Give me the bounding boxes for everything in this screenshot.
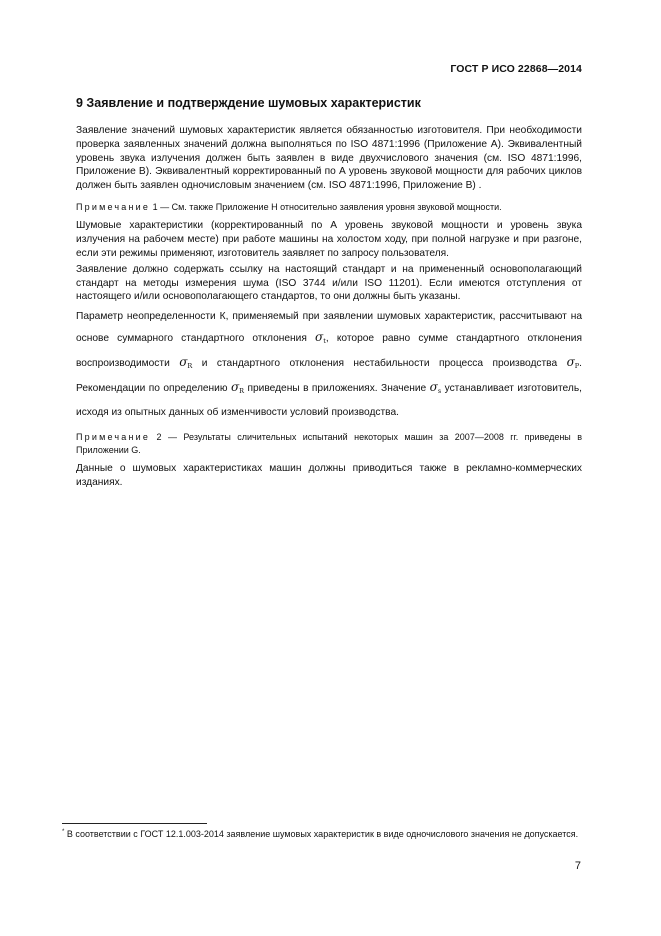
note-1-label: Примечание — [76, 201, 151, 212]
section-title: 9 Заявление и подтверждение шумовых характеристик — [76, 96, 421, 110]
uncertainty-text-b: , которое равно сумме стандартного отклонения воспроизводимости — [76, 333, 582, 370]
footnote-divider — [62, 823, 207, 824]
note-1 — [76, 201, 582, 214]
paragraph-declaration-text: Заявление значений шумовых характеристик является обязанностью изготовителя. При необходимости проверка заявленных значений должна выполняться по ISO 4871:1996 (Приложение А). Эквивалентный уровень звука излучения должен быть заявлен в виде двухчислового значения (см. ISO 4871:1996, Приложение В). Эквивалентный корректированный по А уровень звуковой мощности для рабочих циклов должен быть заявлен одночисловым значением (см. ISO 4871:1996, Приложение В) . — [76, 125, 582, 192]
paragraph-reference: Заявление должно содержать ссылку на настоящий стандарт и на примененный основополагающий стандарт на методы измерения шума (ISO 3744 и/или ISO 11201). Если имеются отступления от настоящего и/или основополагающего стандартов, то они должны быть указаны. — [76, 263, 582, 303]
footnote-text: В соответствии с ГОСТ 12.1.003-2014 заявление шумовых характеристик в виде одночислового значения не допускается. — [66, 829, 579, 839]
uncertainty-text-e: приведены в приложениях. Значение — [247, 383, 427, 395]
paragraph-uncertainty — [76, 306, 582, 423]
standard-header: ГОСТ Р ИСО 22868—2014 — [450, 63, 582, 75]
uncertainty-text-c: и стандартного отклонения нестабильности процесса производства — [201, 358, 558, 370]
uncertainty-text-a: Параметр неопределенности К, применяемый при заявлении шумовых характеристик, рассчитывают на основе суммарного стандартного отклонения — [76, 311, 582, 345]
main-content — [76, 124, 582, 490]
note-2-label: Примечание — [76, 432, 151, 443]
sigma-reproducibility-symbol: $\sigma_R$ — [179, 355, 193, 371]
sigma-total-symbol: $\sigma_t$ — [315, 330, 326, 346]
paragraph-advertising: Данные о шумовых характеристиках машин должны приводиться также в рекламно-коммерческих изданиях. — [76, 463, 582, 489]
note-1-text: 1 — См. также Приложение Н относительно заявления уровня звуковой мощности. — [152, 201, 502, 212]
uncertainty-text-f: устанавливает изготовитель, исходя из опытных данных об изменчивости условий производства. — [76, 383, 582, 419]
sigma-s-symbol: $\sigma_s$ — [429, 380, 442, 396]
note-2-text: 2 — Результаты сличительных испытаний некоторых машин за 2007—2008 гг. приведены в Приложении G. — [76, 432, 582, 455]
sigma-production-symbol: $\sigma_P$ — [566, 355, 580, 371]
note-2 — [76, 431, 582, 456]
footnote-mark: * — [62, 829, 65, 835]
sigma-reproducibility-symbol-2: $\sigma_R$ — [230, 380, 245, 396]
paragraph-characteristics: Шумовые характеристики (корректированный по А уровень звуковой мощности и уровень звука излучения на рабочем месте) при работе машины на холостом ходу, при полной нагрузке и при разгоне, если эти режимы применяют, изготовитель заявляет по запросу пользователя. — [76, 220, 582, 260]
page-number: 7 — [574, 860, 581, 872]
uncertainty-text-d: . Рекомендации по определению — [76, 358, 582, 395]
footnote — [62, 826, 584, 841]
paragraph-declaration — [76, 124, 582, 193]
